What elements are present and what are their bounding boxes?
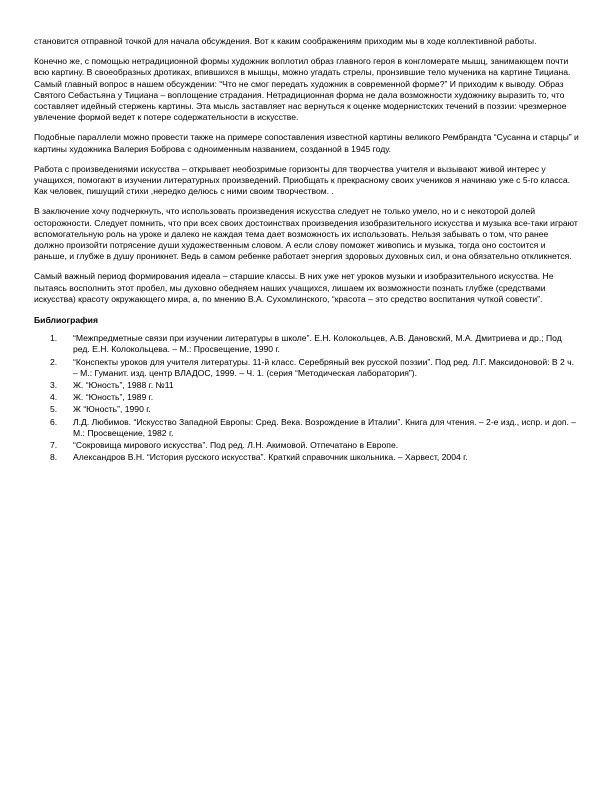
paragraph-2: Конечно же, с помощью нетрадиционной формы художник воплотил образ главного героя в конгломерате мышц, занимающем почти всю картину. В своеобразных дротиках, впившихся в мышцы, можно угадать стрелы, пронзившие тело мученика на картине Тициана. Самый главный вопрос в нашем обсуждении: “Что не смог передать художник в современной форме?” И приходим к выводу. Образ Святого Себастьяна у Тициана – воплощение страдания. Нетрадиционная форма не дала возможности художнику выразить то, что составляет идейный стержень картины. Эта мысль заставляет нас вернуться к оценке модернистских течений в поэзии: чрезмерное увлечение формой ведет к потере содержательности в искусстве. xyxy=(34,56,571,123)
bibliography-list xyxy=(34,333,580,463)
bibliography-item-text: “Конспекты уроков для учителя литературы. 11-й класс. Серебряный век русской поэзии”. Под ред. Л.Г. Максидоновой: В 2 ч. – М.: Гуманит. изд. центр ВЛАДОС, 1999. – Ч. 1. (серия “Методическая лаборатория”). xyxy=(73,356,575,378)
bibliography-item xyxy=(34,392,580,403)
paragraph-1: становится отправной точкой для начала обсуждения. Вот к каким соображениям приходим мы в ходе коллективной работы. xyxy=(34,36,537,46)
bibliography-item xyxy=(34,417,580,439)
bibliography-item xyxy=(34,380,580,391)
bibliography-item xyxy=(34,452,580,463)
bibliography-item-text: “Межпредметные связи при изучении литературы в школе”. Е.Н. Колокольцев, А.В. Дановский, М.А. Дмитриева и др.; Под ред. Е.Н. Колокольцева. – М.: Просвещение, 1990 г. xyxy=(73,333,562,355)
bibliography-item xyxy=(34,404,580,415)
paragraph-3: Подобные параллели можно провести также на примере сопоставления известной картины великого Рембрандта “Сусанна и старцы” и картины художника Валерия Боброва с одноименным названием, созданной в 1945 году. xyxy=(34,132,579,154)
document-page xyxy=(34,36,580,465)
paragraph-4: Работа с произведениями искусства – открывает необозримые горизонты для творчества учителя и вызывают живой интерес у учащихся, помогают в изучении литературных произведений. Приобщать к прекрасному своих учеников я начинаю уже с 5-го класса. Как человек, пишущий стихи ,нередко делюсь с ними своим творчеством. . xyxy=(34,163,571,197)
bibliography-item-number: 5. xyxy=(50,404,58,415)
bibliography-item-text: Л.Д. Любимов. “Искусство Западной Европы: Сред. Века. Возрождение в Италии”. Книга для чтения. – 2-е изд., испр. и доп. – М.: Просвещение, 1982 г. xyxy=(73,416,577,438)
bibliography-item-number: 6. xyxy=(50,416,58,427)
bibliography-item-text: Александров В.Н. “История русского искусства”. Краткий справочник школьника. – Харвест, 2004 г. xyxy=(73,452,468,463)
bibliography-item-number: 3. xyxy=(50,380,58,391)
bibliography-item xyxy=(34,333,580,355)
bibliography-item-text: “Сокровища мирового искусства”. Под ред. Л.Н. Акимовой. Отпечатано в Европе. xyxy=(73,440,399,451)
bibliography-item-text: Ж “Юность”, 1990 г. xyxy=(73,404,151,415)
bibliography-item-number: 8. xyxy=(50,452,58,463)
bibliography-item-text: Ж. “Юность”, 1989 г. xyxy=(73,392,154,403)
bibliography-item-number: 4. xyxy=(50,392,58,403)
bibliography-item-text: Ж. “Юность”, 1988 г. №11 xyxy=(73,380,174,391)
bibliography-item-number: 2. xyxy=(50,356,58,367)
bibliography-item-number: 1. xyxy=(50,333,58,344)
bibliography-heading: Библиография xyxy=(34,315,98,326)
paragraph-5: В заключение хочу подчеркнуть, что использовать произведения искусства следует не только умело, но и с некоторой долей осторожности. Следует помнить, что при всех своих достоинствах произведения изобразительного искусства и музыка все-таки играют вспомогательную роль на уроке и далеко не каждая тема дает возможность их использовать. Нельзя забывать о том, что ранее должно произойти потрясение души художественным словом. А если слову поможет живопись и музыка, тогда оно состоится и раньше, и глубже в душу проникнет. Ведь в самом ребенке работает энергия здоровых духовных сил, и она обязательно откликнется. xyxy=(34,206,578,262)
paragraph-6: Самый важный период формирования идеала – старшие классы. В них уже нет уроков музыки и изобразительного искусства. Не пытаясь восполнить этот пробел, мы духовно обедняем наших учащихся, лишаем их возможности познать глубже (средствами искусства) красоту окружающего мира, а, по мнению В.А. Сухомлинского, “красота – это средство воспитания чуткой совести”. xyxy=(34,271,554,304)
bibliography-item xyxy=(34,440,580,451)
bibliography-item-number: 7. xyxy=(50,440,58,451)
bibliography-item xyxy=(34,357,580,379)
